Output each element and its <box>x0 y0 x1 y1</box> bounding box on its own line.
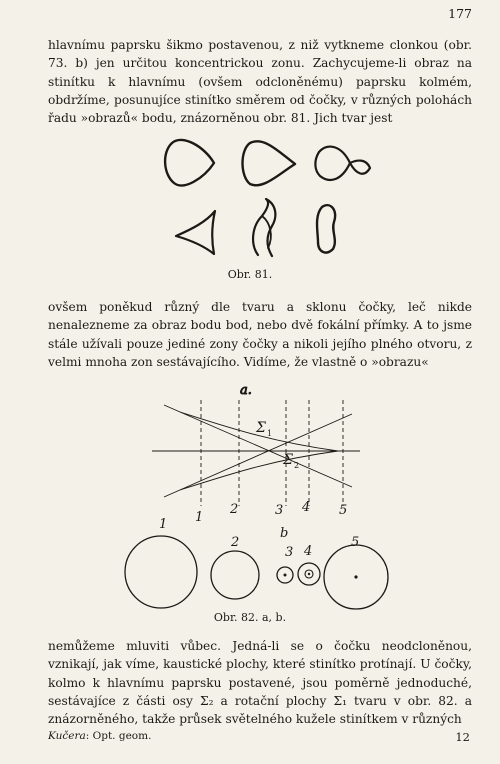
paragraph-3: nemůžeme mluviti vůbec. Jedná-li se o čočku neodcloněnou, vznikají, jak víme, kaustické plochy, které stinítko protínají. U čočky, kolmo k hlavnímu paprsku postavené, jsou poměrně jednoduché, sestávajíce z části osy Σ₂ a rotační plochy Σ₁ tvaru v obr. 82. a znázorněného, takže průsek světelného kužele stinítkem v různých <box>48 639 472 727</box>
fig82-position-numbers <box>195 500 347 525</box>
figure-82a <box>152 383 360 525</box>
svg-text:5: 5 <box>351 535 360 550</box>
footer-author-title <box>48 730 151 742</box>
footer-author: Kučera <box>48 730 86 742</box>
svg-text:4: 4 <box>304 544 313 559</box>
fig81-shape-oval <box>165 140 214 186</box>
fig81-shape-teardrop <box>243 141 296 185</box>
footer-title: : Opt. geom. <box>85 730 152 742</box>
fig82b-circle-1 <box>125 536 197 608</box>
svg-text:b: b <box>280 526 289 541</box>
figure-82-caption: Obr. 82. a, b. <box>213 611 287 624</box>
svg-text:5: 5 <box>339 503 348 518</box>
fig81-shape-triangle <box>176 211 215 254</box>
svg-text:3: 3 <box>285 545 294 560</box>
page-number: 177 <box>448 6 472 21</box>
fig82-sigma1: Σ <box>256 420 266 436</box>
figure-81-caption: Obr. 81. <box>227 268 273 281</box>
figure-81 <box>165 140 370 256</box>
svg-text:1: 1 <box>195 510 204 525</box>
svg-text:2: 2 <box>231 535 240 550</box>
svg-text:1: 1 <box>267 429 273 438</box>
fig82-label-a: a. <box>240 383 252 398</box>
fig81-shape-fish <box>315 147 370 180</box>
svg-text:4: 4 <box>302 500 311 515</box>
paragraph-1: hlavnímu paprsku šikmo postavenou, z niž vytkneme clonkou (obr. 73. b) jen určitou koncentrickou zonu. Zachycujeme-li obraz na stinítku k hlavnímu (ovšem odcloněnému) paprsku kolmém, obdržíme, posunujíce stinítko směrem od čočky, v různých polohách řadu »obrazů« bodu, znázorněnou obr. 81. Jich tvar jest <box>48 38 472 126</box>
figure-82b <box>125 517 388 609</box>
fig82b-circle-2 <box>211 551 259 599</box>
fig81-shape-bean <box>317 205 335 252</box>
svg-text:2: 2 <box>294 461 300 470</box>
paragraph-2: ovšem poněkud různý dle tvaru a sklonu čočky, leč nikde nenalezneme za obraz bodu bod, nebo dvě fokální přímky. A to jsme stále užívali pouze jediné zony čočky a nikoli jejího plného otvoru, z velmi mnoha zon sestávajícího. Vidíme, že vlastně o »obrazu« <box>48 300 472 369</box>
svg-text:2: 2 <box>230 502 239 517</box>
svg-text:3: 3 <box>275 503 284 518</box>
fig81-shape-twisted <box>253 199 275 256</box>
svg-text:1: 1 <box>159 517 168 532</box>
fig82-sigma2: Σ <box>283 452 293 468</box>
footer-signature: 12 <box>455 730 470 744</box>
